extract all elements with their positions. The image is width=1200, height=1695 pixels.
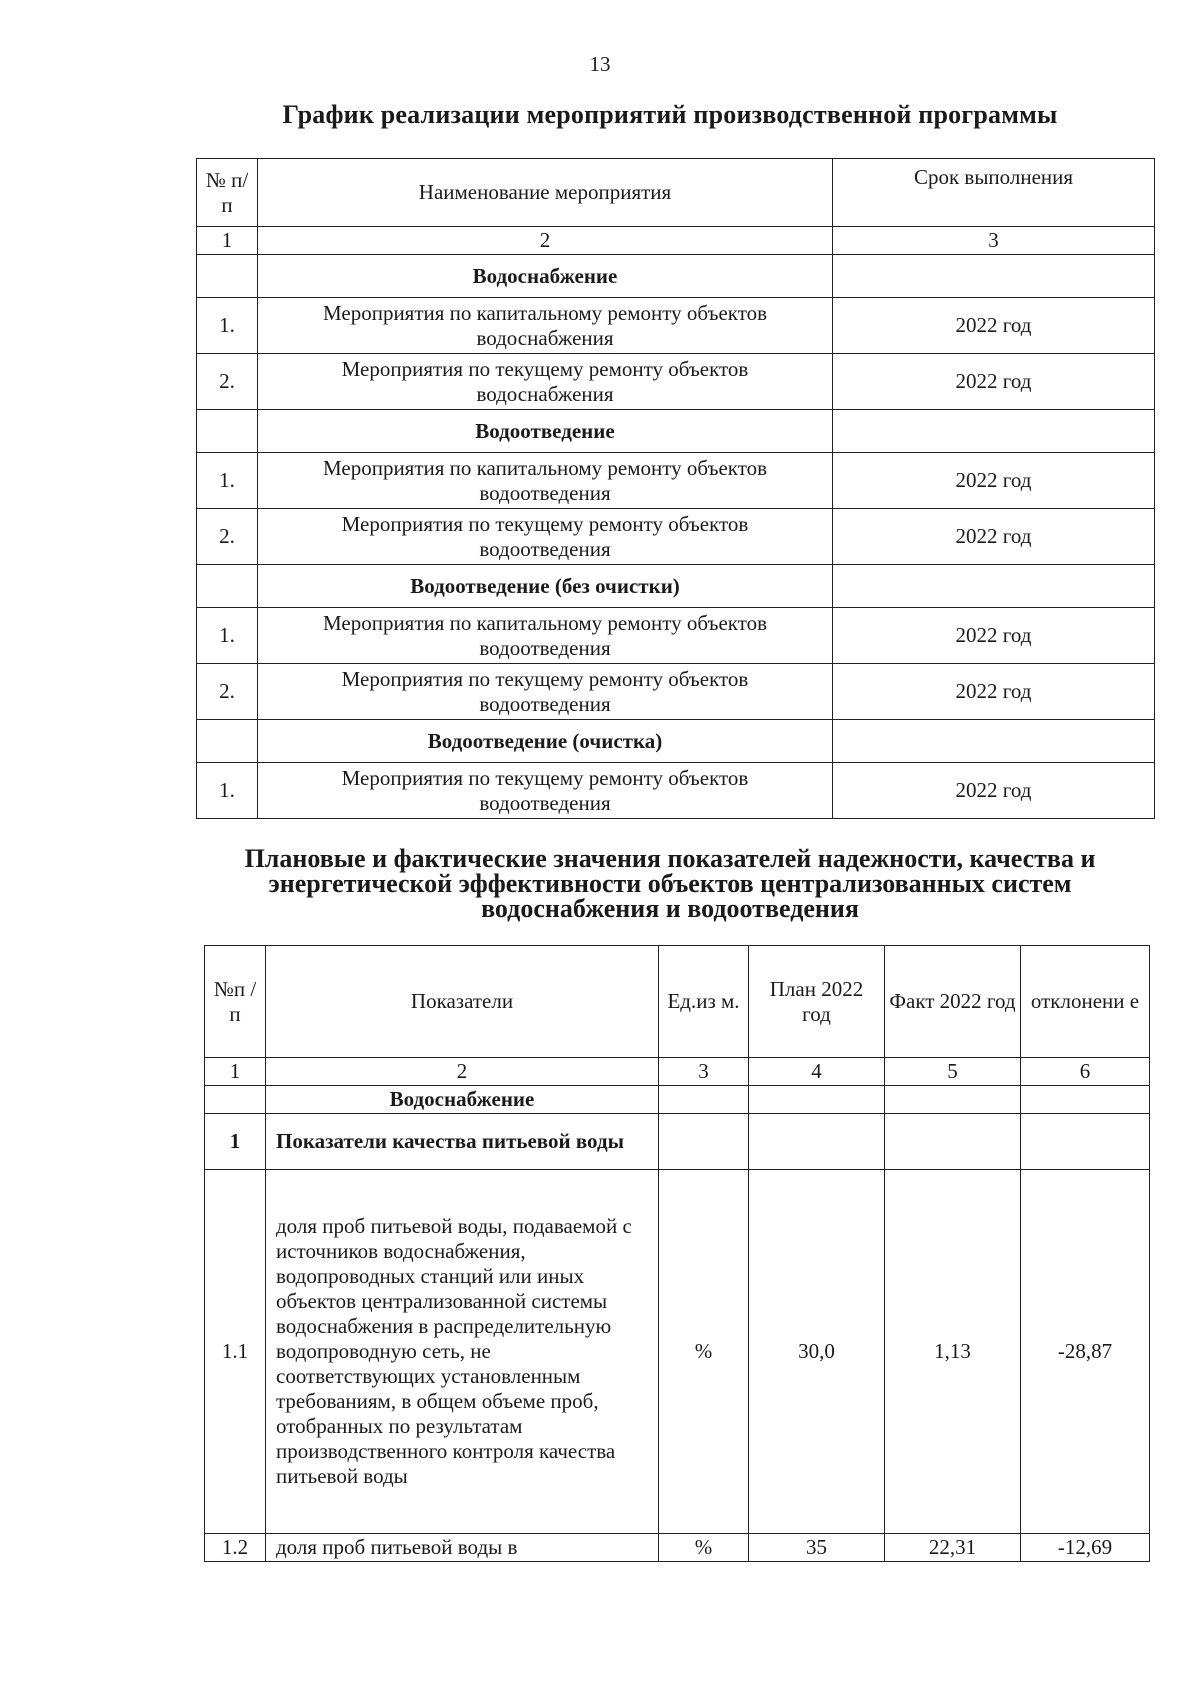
- indicators-header-num: №п /п: [205, 946, 266, 1058]
- indicators-section-row: [205, 1086, 1150, 1114]
- col-number: 4: [749, 1058, 885, 1086]
- indicator-fact: 22,31: [885, 1534, 1021, 1562]
- indicator-plan: 30,0: [749, 1170, 885, 1534]
- section-term-cell: [833, 255, 1155, 298]
- row-name: [258, 453, 833, 509]
- indicators-col-numbers-row: [205, 1058, 1150, 1086]
- indicators-table: [204, 945, 1150, 1562]
- schedule-row: [197, 509, 1155, 565]
- col-number: 3: [833, 227, 1155, 255]
- row-name: [258, 763, 833, 819]
- indicator-plan: 35: [749, 1534, 885, 1562]
- row-name-line-1: Мероприятия по текущему ремонту объектов: [341, 666, 749, 691]
- col-number: 2: [266, 1058, 659, 1086]
- indicator-deviation: -28,87: [1021, 1170, 1150, 1534]
- row-name: [258, 354, 833, 410]
- section-num-cell: [197, 720, 258, 763]
- row-num: 2.: [197, 354, 258, 410]
- empty-cell: [749, 1086, 885, 1114]
- row-num: 1.: [197, 608, 258, 664]
- empty-cell: [659, 1086, 749, 1114]
- empty-cell: [749, 1114, 885, 1170]
- page-number: 13: [589, 52, 611, 76]
- indicators-title-line-2: энергетической эффективности объектов централизованных систем: [268, 869, 1072, 898]
- section-title: Водоотведение: [258, 410, 833, 453]
- row-term: 2022 год: [833, 453, 1155, 509]
- section-num-cell: [197, 255, 258, 298]
- schedule-table: [196, 158, 1155, 819]
- col-number: 1: [205, 1058, 266, 1086]
- schedule-row: [197, 763, 1155, 819]
- row-name-line-2: водоотведения: [479, 635, 611, 660]
- row-name: [258, 608, 833, 664]
- indicators-header-unit: Ед.из м.: [659, 946, 749, 1058]
- row-name-line-2: водоснабжения: [476, 325, 614, 350]
- indicators-header-plan: План 2022 год: [749, 946, 885, 1058]
- indicators-title: [200, 846, 1140, 921]
- indicator-unit: %: [659, 1534, 749, 1562]
- group-num: 1: [205, 1114, 266, 1170]
- row-name-line-1: Мероприятия по текущему ремонту объектов: [341, 511, 749, 536]
- row-term: 2022 год: [833, 763, 1155, 819]
- row-term: 2022 год: [833, 509, 1155, 565]
- col-number: 2: [258, 227, 833, 255]
- schedule-header-row: [197, 159, 1155, 227]
- empty-cell: [885, 1086, 1021, 1114]
- col-number: 5: [885, 1058, 1021, 1086]
- section-num-cell: [205, 1086, 266, 1114]
- row-name: [258, 664, 833, 720]
- indicator-row: [205, 1170, 1150, 1534]
- row-term: 2022 год: [833, 664, 1155, 720]
- row-num: 2.: [197, 509, 258, 565]
- section-row: [197, 255, 1155, 298]
- row-term: 2022 год: [833, 608, 1155, 664]
- indicator-deviation: -12,69: [1021, 1534, 1150, 1562]
- schedule-row: [197, 354, 1155, 410]
- section-title: Водоснабжение: [258, 255, 833, 298]
- schedule-row: [197, 453, 1155, 509]
- empty-cell: [1021, 1114, 1150, 1170]
- section-title: Водоотведение (без очистки): [258, 565, 833, 608]
- row-name-line-2: водоотведения: [479, 790, 611, 815]
- header-name: Наименование мероприятия: [258, 159, 833, 227]
- indicator-name: доля проб питьевой воды, подаваемой с источников водоснабжения, водопроводных станций или иных объектов централизованной системы водоснабжения в распределительную водопроводную сеть, не соответствующих установленным требованиям, в общем объеме проб, отобранных по результатам производственного контроля качества питьевой воды: [266, 1170, 659, 1534]
- row-num: 2.: [197, 664, 258, 720]
- schedule-title: График реализации мероприятий производственной программы: [282, 100, 1058, 129]
- row-name-line-2: водоотведения: [479, 480, 611, 505]
- row-name-line-2: водоснабжения: [476, 381, 614, 406]
- header-num: № п/п: [197, 159, 258, 227]
- row-name-line-2: водоотведения: [479, 536, 611, 561]
- indicator-fact: 1,13: [885, 1170, 1021, 1534]
- row-name: [258, 509, 833, 565]
- indicators-header-fact: Факт 2022 год: [885, 946, 1021, 1058]
- section-row: [197, 565, 1155, 608]
- section-row: [197, 720, 1155, 763]
- indicators-section-title: Водоснабжение: [266, 1086, 659, 1114]
- indicators-title-line-1: Плановые и фактические значения показателей надежности, качества и: [244, 844, 1096, 873]
- indicator-name: доля проб питьевой воды в: [266, 1534, 659, 1562]
- section-term-cell: [833, 565, 1155, 608]
- row-term: 2022 год: [833, 298, 1155, 354]
- empty-cell: [885, 1114, 1021, 1170]
- section-term-cell: [833, 720, 1155, 763]
- indicators-header-dev: отклонени е: [1021, 946, 1150, 1058]
- empty-cell: [1021, 1086, 1150, 1114]
- section-num-cell: [197, 565, 258, 608]
- row-name: [258, 298, 833, 354]
- header-term: Срок выполнения: [833, 159, 1155, 227]
- indicators-header-row: [205, 946, 1150, 1058]
- row-name-line-2: водоотведения: [479, 691, 611, 716]
- col-number: 6: [1021, 1058, 1150, 1086]
- indicator-num: 1.1: [205, 1170, 266, 1534]
- row-num: 1.: [197, 453, 258, 509]
- row-name-line-1: Мероприятия по капитальному ремонту объектов: [322, 455, 768, 480]
- row-num: 1.: [197, 298, 258, 354]
- indicators-header-name: Показатели: [266, 946, 659, 1058]
- row-name-line-1: Мероприятия по капитальному ремонту объектов: [322, 610, 768, 635]
- section-title: Водоотведение (очистка): [258, 720, 833, 763]
- schedule-row: [197, 608, 1155, 664]
- row-name-line-1: Мероприятия по капитальному ремонту объектов: [322, 300, 768, 325]
- indicators-group-row: [205, 1114, 1150, 1170]
- indicator-unit: %: [659, 1170, 749, 1534]
- row-name-line-1: Мероприятия по текущему ремонту объектов: [341, 765, 749, 790]
- indicators-title-line-3: водоснабжения и водоотведения: [481, 894, 859, 923]
- empty-cell: [659, 1114, 749, 1170]
- section-num-cell: [197, 410, 258, 453]
- schedule-row: [197, 664, 1155, 720]
- col-number: 3: [659, 1058, 749, 1086]
- col-number: 1: [197, 227, 258, 255]
- section-row: [197, 410, 1155, 453]
- schedule-row: [197, 298, 1155, 354]
- row-term: 2022 год: [833, 354, 1155, 410]
- schedule-col-numbers-row: [197, 227, 1155, 255]
- group-name: Показатели качества питьевой воды: [266, 1114, 659, 1170]
- section-term-cell: [833, 410, 1155, 453]
- indicator-num: 1.2: [205, 1534, 266, 1562]
- row-num: 1.: [197, 763, 258, 819]
- row-name-line-1: Мероприятия по текущему ремонту объектов: [341, 356, 749, 381]
- indicator-row: [205, 1534, 1150, 1562]
